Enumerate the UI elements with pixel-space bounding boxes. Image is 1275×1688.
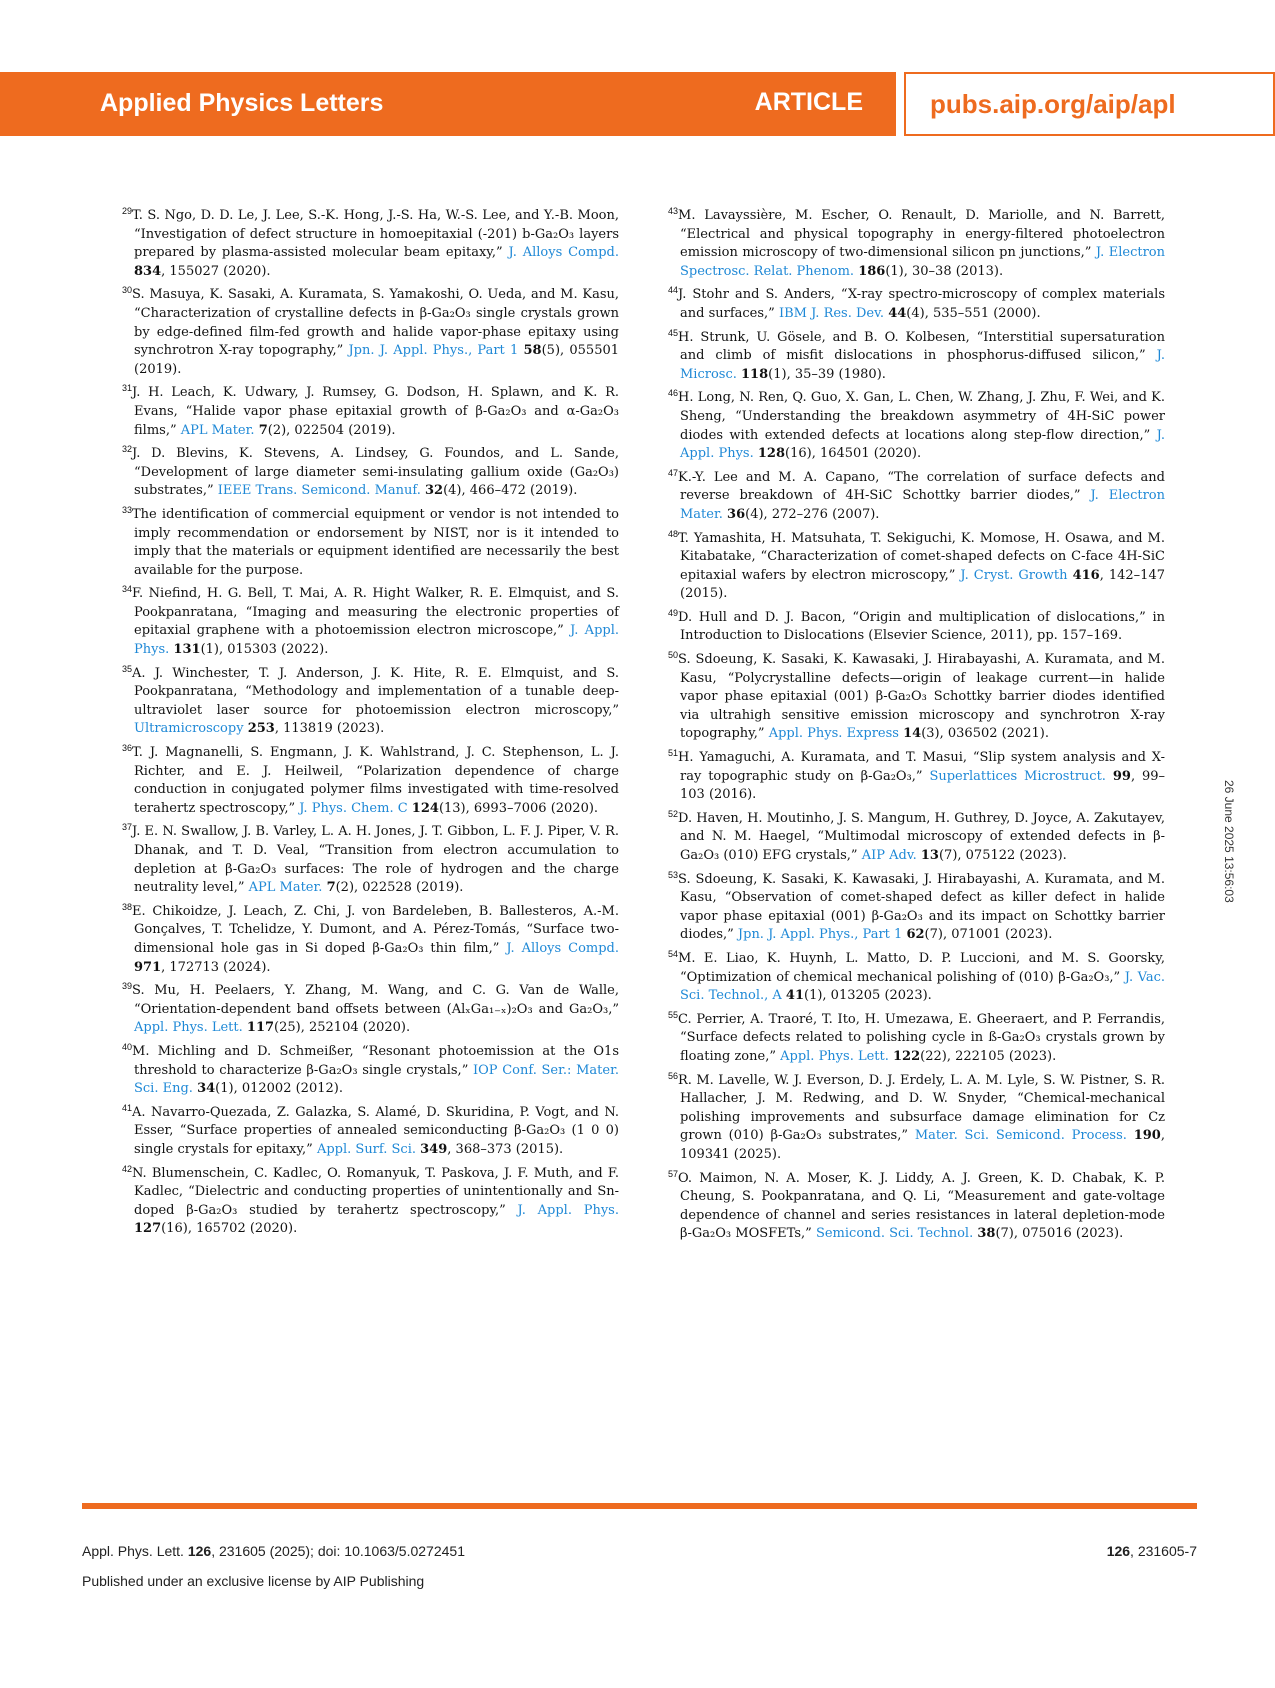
reference-number: 31: [122, 383, 133, 394]
reference-item: [122, 1160, 619, 1239]
journal-title[interactable]: Applied Physics Letters: [100, 89, 384, 117]
reference-number: 49: [668, 607, 679, 618]
reference-journal-link[interactable]: IEEE Trans. Semicond. Manuf.: [217, 483, 421, 499]
footer-divider: [82, 1503, 1197, 1509]
reference-text: H. Strunk, U. Gösele, and B. O. Kolbesen, “Interstitial supersaturation and climb of misfit dislocations in phosphorus-diffused silicon,”: [678, 329, 1165, 364]
reference-item: [122, 379, 619, 440]
reference-text: S. Sdoeung, K. Sasaki, K. Kawasaki, J. Hirabayashi, A. Kuramata, and M. Kasu, “Polycrystalline defects—origin of leakage current—in halide vapor phase epitaxial (001) β-Ga₂O₃ Schottky barrier diodes identified via ultrahigh sensitive emission microscopy and synchrotron X-ray topography,”: [678, 652, 1165, 742]
reference-number: 52: [668, 808, 679, 819]
reference-text: S. Masuya, K. Sasaki, A. Kuramata, S. Yamakoshi, O. Ueda, and M. Kasu, “Characterization of crystalline defects in β-Ga₂O₃ single crystals grown by edge-defined film-fed growth and halide vapor-phase epitaxy using synchrotron X-ray topography,”: [132, 287, 619, 359]
reference-journal-link[interactable]: J. Electron Spectrosc. Relat. Phenom.: [680, 245, 1165, 279]
reference-journal-link[interactable]: J. Microsc.: [680, 348, 1165, 382]
reference-journal-link[interactable]: Mater. Sci. Semicond. Process.: [914, 1128, 1127, 1144]
reference-text: S. Mu, H. Peelaers, Y. Zhang, M. Wang, and C. G. Van de Walle, “Orientation-dependent band offsets between (AlₓGa₁₋ₓ)₂O₃ and Ga₂O₃,”: [132, 983, 619, 1017]
reference-volume: 13: [920, 848, 939, 863]
reference-item: [122, 977, 619, 1038]
footer-page-number: [1107, 1543, 1197, 1559]
reference-number: 39: [122, 981, 133, 992]
reference-text: The identification of commercial equipment or vendor is not intended to imply recommendation or endorsement by NIST, nor is it intended to imply that the materials or equipment identified are necessarily the best available for the purpose.: [132, 506, 619, 578]
reference-pages-year: (1), 35–39 (1980).: [768, 366, 886, 382]
reference-pages-year: (7), 075122 (2023).: [938, 848, 1067, 863]
reference-volume: 99: [1112, 768, 1131, 784]
reference-number: 54: [668, 948, 679, 959]
reference-item: [122, 1099, 619, 1160]
references-right-column: [668, 202, 1165, 1244]
reference-number: 33: [122, 504, 133, 515]
reference-text: J. Stohr and S. Anders, “X-ray spectro-microscopy of complex materials and surfaces,”: [678, 287, 1165, 321]
reference-pages-year: (7), 071001 (2023).: [924, 927, 1053, 943]
reference-journal-link[interactable]: Appl. Surf. Sci.: [316, 1141, 416, 1157]
journal-url-box[interactable]: [904, 72, 1275, 136]
reference-volume: 32: [425, 483, 444, 499]
reference-text: D. Haven, H. Moutinho, J. S. Mangum, H. Guthrey, D. Joyce, A. Zakutayev, and N. M. Haegel, “Multimodal microscopy of extended defects in β-Ga₂O₃ (010) EFG crystals,”: [678, 810, 1165, 863]
reference-number: 30: [122, 285, 133, 296]
reference-pages-year: , 368–373 (2015).: [447, 1141, 564, 1157]
reference-pages-year: , 172713 (2024).: [161, 959, 271, 975]
reference-journal-link[interactable]: J. Alloys Compd.: [506, 940, 620, 956]
reference-item: [122, 898, 619, 977]
reference-item: [668, 1006, 1165, 1067]
header-banner: [0, 72, 896, 136]
references-left-column: [122, 202, 619, 1239]
reference-number: 46: [668, 388, 679, 399]
reference-text: K.-Y. Lee and M. A. Capano, “The correlation of surface defects and reverse breakdown of 4H-SiC Schottky barrier diodes,”: [678, 469, 1165, 504]
reference-pages-year: (16), 165702 (2020).: [161, 1221, 298, 1237]
reference-pages-year: (1), 013205 (2023).: [804, 988, 932, 1004]
footer-license: Published under an exclusive license by AIP Publishing: [82, 1573, 425, 1589]
reference-number: 38: [122, 901, 133, 912]
reference-item: [668, 202, 1165, 281]
reference-text: O. Maimon, N. A. Moser, K. J. Liddy, A. J. Green, K. D. Chabak, K. P. Cheung, S. Pookpanratana, and Q. Li, “Measurement and gate-voltage dependence of channel and series resistances in lateral depletion-mode β-Ga₂O₃ MOSFETs,”: [678, 1170, 1165, 1242]
reference-item: [122, 281, 619, 379]
reference-volume: 7: [258, 422, 268, 438]
reference-journal-link[interactable]: J. Alloys Compd.: [508, 245, 619, 261]
reference-journal-link[interactable]: Superlattices Microstruct.: [929, 768, 1106, 784]
reference-item: [122, 580, 619, 659]
reference-number: 34: [122, 584, 133, 595]
reference-volume: 41: [785, 988, 804, 1004]
reference-item: [668, 1165, 1165, 1244]
reference-number: 42: [122, 1163, 133, 1174]
reference-item: [668, 805, 1165, 866]
reference-pages-year: (25), 252104 (2020).: [274, 1020, 411, 1036]
reference-number: 50: [668, 650, 679, 661]
reference-text: T. S. Ngo, D. D. Le, J. Lee, S.-K. Hong, J.-S. Ha, W.-S. Lee, and Y.-B. Moon, “Investigation of defect structure in homoepitaxial (-201) b-Ga₂O₃ layers prepared by plasma-assisted molecular beam epitaxy,”: [132, 208, 619, 261]
reference-text: S. Sdoeung, K. Sasaki, K. Kawasaki, J. Hirabayashi, A. Kuramata, and M. Kasu, “Observation of comet-shaped defect as killer defect in halide vapor phase epitaxial (001) β-Ga₂O₃ and its impact on Schottky barrier diodes,”: [678, 871, 1165, 943]
reference-item: [668, 281, 1165, 323]
reference-journal-link[interactable]: APL Mater.: [180, 422, 255, 438]
reference-number: 37: [122, 822, 133, 833]
reference-journal-link[interactable]: J. Phys. Chem. C: [299, 800, 408, 816]
reference-item: [668, 384, 1165, 463]
footer-page-num: , 231605-7: [1130, 1543, 1197, 1559]
reference-volume: 186: [858, 263, 886, 279]
reference-journal-link[interactable]: Semicond. Sci. Technol.: [815, 1226, 974, 1242]
reference-item: [122, 660, 619, 739]
reference-journal-link[interactable]: IBM J. Res. Dev.: [778, 305, 885, 321]
reference-journal-link[interactable]: J. Appl. Phys.: [134, 623, 619, 658]
reference-journal-link[interactable]: J. Appl. Phys.: [517, 1202, 619, 1218]
reference-volume: 122: [893, 1048, 921, 1064]
reference-volume: 36: [727, 506, 746, 522]
reference-number: 48: [668, 528, 679, 539]
journal-header: [0, 72, 1275, 136]
reference-number: 57: [668, 1168, 679, 1179]
reference-item: [668, 604, 1165, 646]
reference-number: 55: [668, 1009, 679, 1020]
reference-pages-year: (5), 055501 (2019).: [134, 343, 620, 377]
reference-number: 44: [668, 285, 679, 296]
reference-journal-link[interactable]: J. Electron Mater.: [680, 488, 1165, 522]
reference-item: [668, 1067, 1165, 1165]
reference-number: 47: [668, 467, 679, 478]
reference-pages-year: (1), 30–38 (2013).: [885, 263, 1004, 279]
reference-number: 32: [122, 444, 133, 455]
reference-journal-link[interactable]: Jpn. J. Appl. Phys., Part 1: [348, 343, 519, 359]
reference-journal-link[interactable]: Appl. Phys. Lett.: [134, 1020, 243, 1036]
reference-number: 51: [668, 748, 679, 759]
reference-journal-link[interactable]: IOP Conf. Ser.: Mater. Sci. Eng.: [134, 1062, 619, 1097]
reference-pages-year: (2), 022504 (2019).: [267, 422, 396, 438]
reference-text: M. Michling and D. Schmeißer, “Resonant photoemission at the O1s threshold to characterize β-Ga₂O₃ single crystals,”: [132, 1043, 619, 1078]
reference-number: 29: [122, 206, 133, 216]
reference-number: 53: [668, 869, 679, 880]
reference-text: A. Navarro-Quezada, Z. Galazka, S. Alamé, D. Skuridina, P. Vogt, and N. Esser, “Surface properties of annealed semiconducting β-Ga₂O₃ (1 0 0) single crystals for epitaxy,”: [132, 1104, 619, 1157]
footer-cite-suffix: , 231605 (2025); doi: 10.1063/5.0272451: [211, 1543, 465, 1559]
reference-pages-year: (4), 272–276 (2007).: [745, 506, 880, 522]
reference-volume: 62: [906, 927, 925, 943]
reference-text: H. Long, N. Ren, Q. Guo, X. Gan, L. Chen, W. Zhang, J. Zhu, F. Wei, and K. Sheng, “Understanding the breakdown asymmetry of 4H-SiC power diodes with extended defects at locations along step-flow direction,”: [678, 390, 1165, 443]
reference-journal-link[interactable]: J. Vac. Sci. Technol., A: [680, 969, 1166, 1004]
reference-pages-year: (3), 036502 (2021).: [921, 726, 1050, 742]
reference-text: T. J. Magnanelli, S. Engmann, J. K. Wahlstrand, J. C. Stephenson, L. J. Richter, and E. J. Heilweil, “Polarization dependence of charge conduction in conjugated polymer films investigated with time-resolved terahertz spectroscopy,”: [132, 745, 619, 816]
reference-volume: 118: [741, 366, 769, 382]
reference-text: J. D. Blevins, K. Stevens, A. Lindsey, G. Foundos, and L. Sande, “Development of large diameter semi-insulating gallium oxide (Ga₂O₃) substrates,”: [132, 446, 619, 499]
reference-journal-link[interactable]: Jpn. J. Appl. Phys., Part 1: [737, 927, 903, 943]
reference-text: M. Lavayssière, M. Escher, O. Renault, D. Mariolle, and N. Barrett, “Electrical and physical topography in energy-filtered photoelectron emission microscopy of two-dimensional silicon pn junctions,”: [678, 208, 1165, 261]
reference-volume: 971: [134, 959, 162, 975]
reference-pages-year: (2), 022528 (2019).: [335, 880, 464, 896]
reference-number: 56: [668, 1070, 679, 1081]
reference-volume: 34: [197, 1081, 216, 1097]
reference-pages-year: , 109341 (2025).: [680, 1128, 1165, 1162]
reference-item: [122, 818, 619, 897]
reference-number: 45: [668, 327, 679, 338]
reference-number: 35: [122, 663, 133, 674]
reference-volume: 124: [411, 800, 439, 816]
footer-cite-prefix: Appl. Phys. Lett.: [82, 1543, 188, 1559]
reference-item: [668, 324, 1165, 385]
reference-text: R. M. Lavelle, W. J. Everson, D. J. Erdely, L. A. M. Lyle, S. W. Pistner, S. R. Hallacher, J. M. Redwing, and D. W. Snyder, “Chemical-mechanical polishing improvements and subsurface damage elimination for Cz grown (010) β-Ga₂O₃ substrates,”: [678, 1072, 1165, 1144]
reference-pages-year: , 113819 (2023).: [274, 721, 385, 737]
reference-volume: 58: [523, 343, 542, 359]
reference-pages-year: (1), 012002 (2012).: [215, 1081, 343, 1097]
reference-text: J. H. Leach, K. Udwary, J. Rumsey, G. Dodson, H. Splawn, and K. R. Evans, “Halide vapor phase epitaxial growth of β-Ga₂O₃ and α-Ga₂O₃ films,”: [132, 385, 619, 438]
reference-item: [122, 1038, 619, 1099]
reference-item: [122, 440, 619, 501]
download-timestamp: 26 June 2025 13:56:03: [1222, 780, 1236, 903]
reference-item: [668, 646, 1165, 744]
reference-pages-year: (4), 466–472 (2019).: [443, 483, 578, 499]
reference-volume: 834: [134, 263, 162, 279]
reference-item: [122, 501, 619, 580]
reference-volume: 253: [247, 721, 275, 737]
reference-number: 36: [122, 743, 133, 754]
reference-pages-year: (13), 6993–7006 (2020).: [438, 800, 599, 816]
reference-item: [668, 744, 1165, 805]
reference-text: M. E. Liao, K. Huynh, L. Matto, D. P. Luccioni, and M. S. Goorsky, “Optimization of chemical mechanical polishing of (010) β-Ga₂O₃,”: [678, 950, 1165, 985]
reference-item: [668, 945, 1165, 1006]
reference-pages-year: , 99–103 (2016).: [680, 768, 1166, 803]
reference-item: [668, 866, 1165, 945]
reference-volume: 190: [1133, 1128, 1161, 1144]
journal-url-link[interactable]: pubs.aip.org/aip/apl: [930, 89, 1176, 119]
reference-journal-link[interactable]: Appl. Phys. Express: [768, 726, 899, 742]
article-label: ARTICLE: [754, 88, 863, 116]
reference-volume: 7: [326, 880, 336, 896]
reference-text: D. Hull and D. J. Bacon, “Origin and multiplication of dislocations,” in Introduction to Dislocations (Elsevier Science, 2011), pp. 157–169.: [678, 609, 1165, 644]
reference-pages-year: , 155027 (2020).: [161, 263, 271, 279]
footer-page-volume: 126: [1106, 1543, 1131, 1559]
footer-citation: [82, 1543, 465, 1559]
reference-volume: 38: [977, 1226, 996, 1242]
reference-journal-link[interactable]: APL Mater.: [248, 880, 323, 896]
reference-volume: 14: [903, 726, 922, 742]
reference-journal-link[interactable]: Ultramicroscopy: [134, 721, 244, 737]
reference-pages-year: (4), 535–551 (2000).: [906, 305, 1041, 321]
reference-pages-year: (1), 015303 (2022).: [200, 642, 329, 658]
reference-volume: 349: [420, 1141, 448, 1157]
reference-text: T. Yamashita, H. Matsuhata, T. Sekiguchi, K. Momose, H. Osawa, and M. Kitabatake, “Characterization of comet-shaped defects on C-face 4H-SiC epitaxial wafers by electron microscopy,”: [678, 530, 1165, 583]
reference-item: [668, 525, 1165, 604]
reference-journal-link[interactable]: AIP Adv.: [861, 848, 917, 863]
reference-item: [668, 464, 1165, 525]
reference-text: C. Perrier, A. Traoré, T. Ito, H. Umezawa, E. Gheeraert, and P. Ferrandis, “Surface defects related to polishing cycle in ß-Ga₂O₃ crystals grown by floating zone,”: [678, 1011, 1165, 1064]
reference-journal-link[interactable]: J. Cryst. Growth: [960, 567, 1068, 583]
reference-journal-link[interactable]: Appl. Phys. Lett.: [780, 1048, 889, 1064]
reference-text: N. Blumenschein, C. Kadlec, O. Romanyuk, T. Paskova, J. F. Muth, and F. Kadlec, “Dielectric and conducting properties of unintentionally and Sn-doped β-Ga₂O₃ studied by terahertz spectroscopy,”: [132, 1165, 619, 1218]
reference-text: J. E. N. Swallow, J. B. Varley, L. A. H. Jones, J. T. Gibbon, L. F. J. Piper, V. R. Dhanak, and T. D. Veal, “Transition from electron accumulation to depletion at β-Ga₂O₃ surfaces: The role of hydrogen and the charge neutrality level,”: [132, 824, 619, 896]
reference-volume: 128: [757, 446, 786, 462]
reference-text: F. Niefind, H. G. Bell, T. Mai, A. R. Hight Walker, R. E. Elmquist, and S. Pookpanratana, “Imaging and measuring the electronic properties of epitaxial graphene with a photoemission electron microscope,”: [132, 586, 619, 639]
reference-pages-year: , 142–147 (2015).: [680, 567, 1165, 602]
reference-item: [122, 739, 619, 818]
reference-volume: 127: [134, 1221, 162, 1237]
reference-pages-year: (22), 222105 (2023).: [920, 1048, 1057, 1064]
reference-text: E. Chikoidze, J. Leach, Z. Chi, J. von Bardeleben, B. Ballesteros, A.-M. Gonçalves, T. Tchelidze, Y. Dumont, and A. Pérez-Tomás, “Surface two-dimensional hole gas in Si doped β-Ga₂O₃ thin film,”: [132, 903, 619, 956]
reference-journal-link[interactable]: J. Appl. Phys.: [680, 427, 1165, 462]
reference-pages-year: (7), 075016 (2023).: [995, 1226, 1124, 1242]
reference-volume: 117: [246, 1020, 275, 1036]
reference-number: 43: [668, 206, 679, 216]
reference-pages-year: (16), 164501 (2020).: [785, 446, 922, 462]
footer-cite-volume: 126: [187, 1543, 212, 1559]
reference-number: 40: [122, 1041, 133, 1052]
reference-volume: 416: [1072, 567, 1100, 583]
reference-item: [122, 202, 619, 281]
reference-volume: 131: [173, 642, 201, 658]
reference-volume: 44: [888, 305, 907, 321]
reference-text: H. Yamaguchi, A. Kuramata, and T. Masui, “Slip system analysis and X-ray topographic study on β-Ga₂O₃,”: [678, 750, 1165, 784]
reference-number: 41: [122, 1102, 133, 1113]
reference-text: A. J. Winchester, T. J. Anderson, J. K. Hite, R. E. Elmquist, and S. Pookpanratana, “Methodology and implementation of a tunable deep-ultraviolet laser source for photoemission electron microscopy,”: [132, 665, 619, 718]
